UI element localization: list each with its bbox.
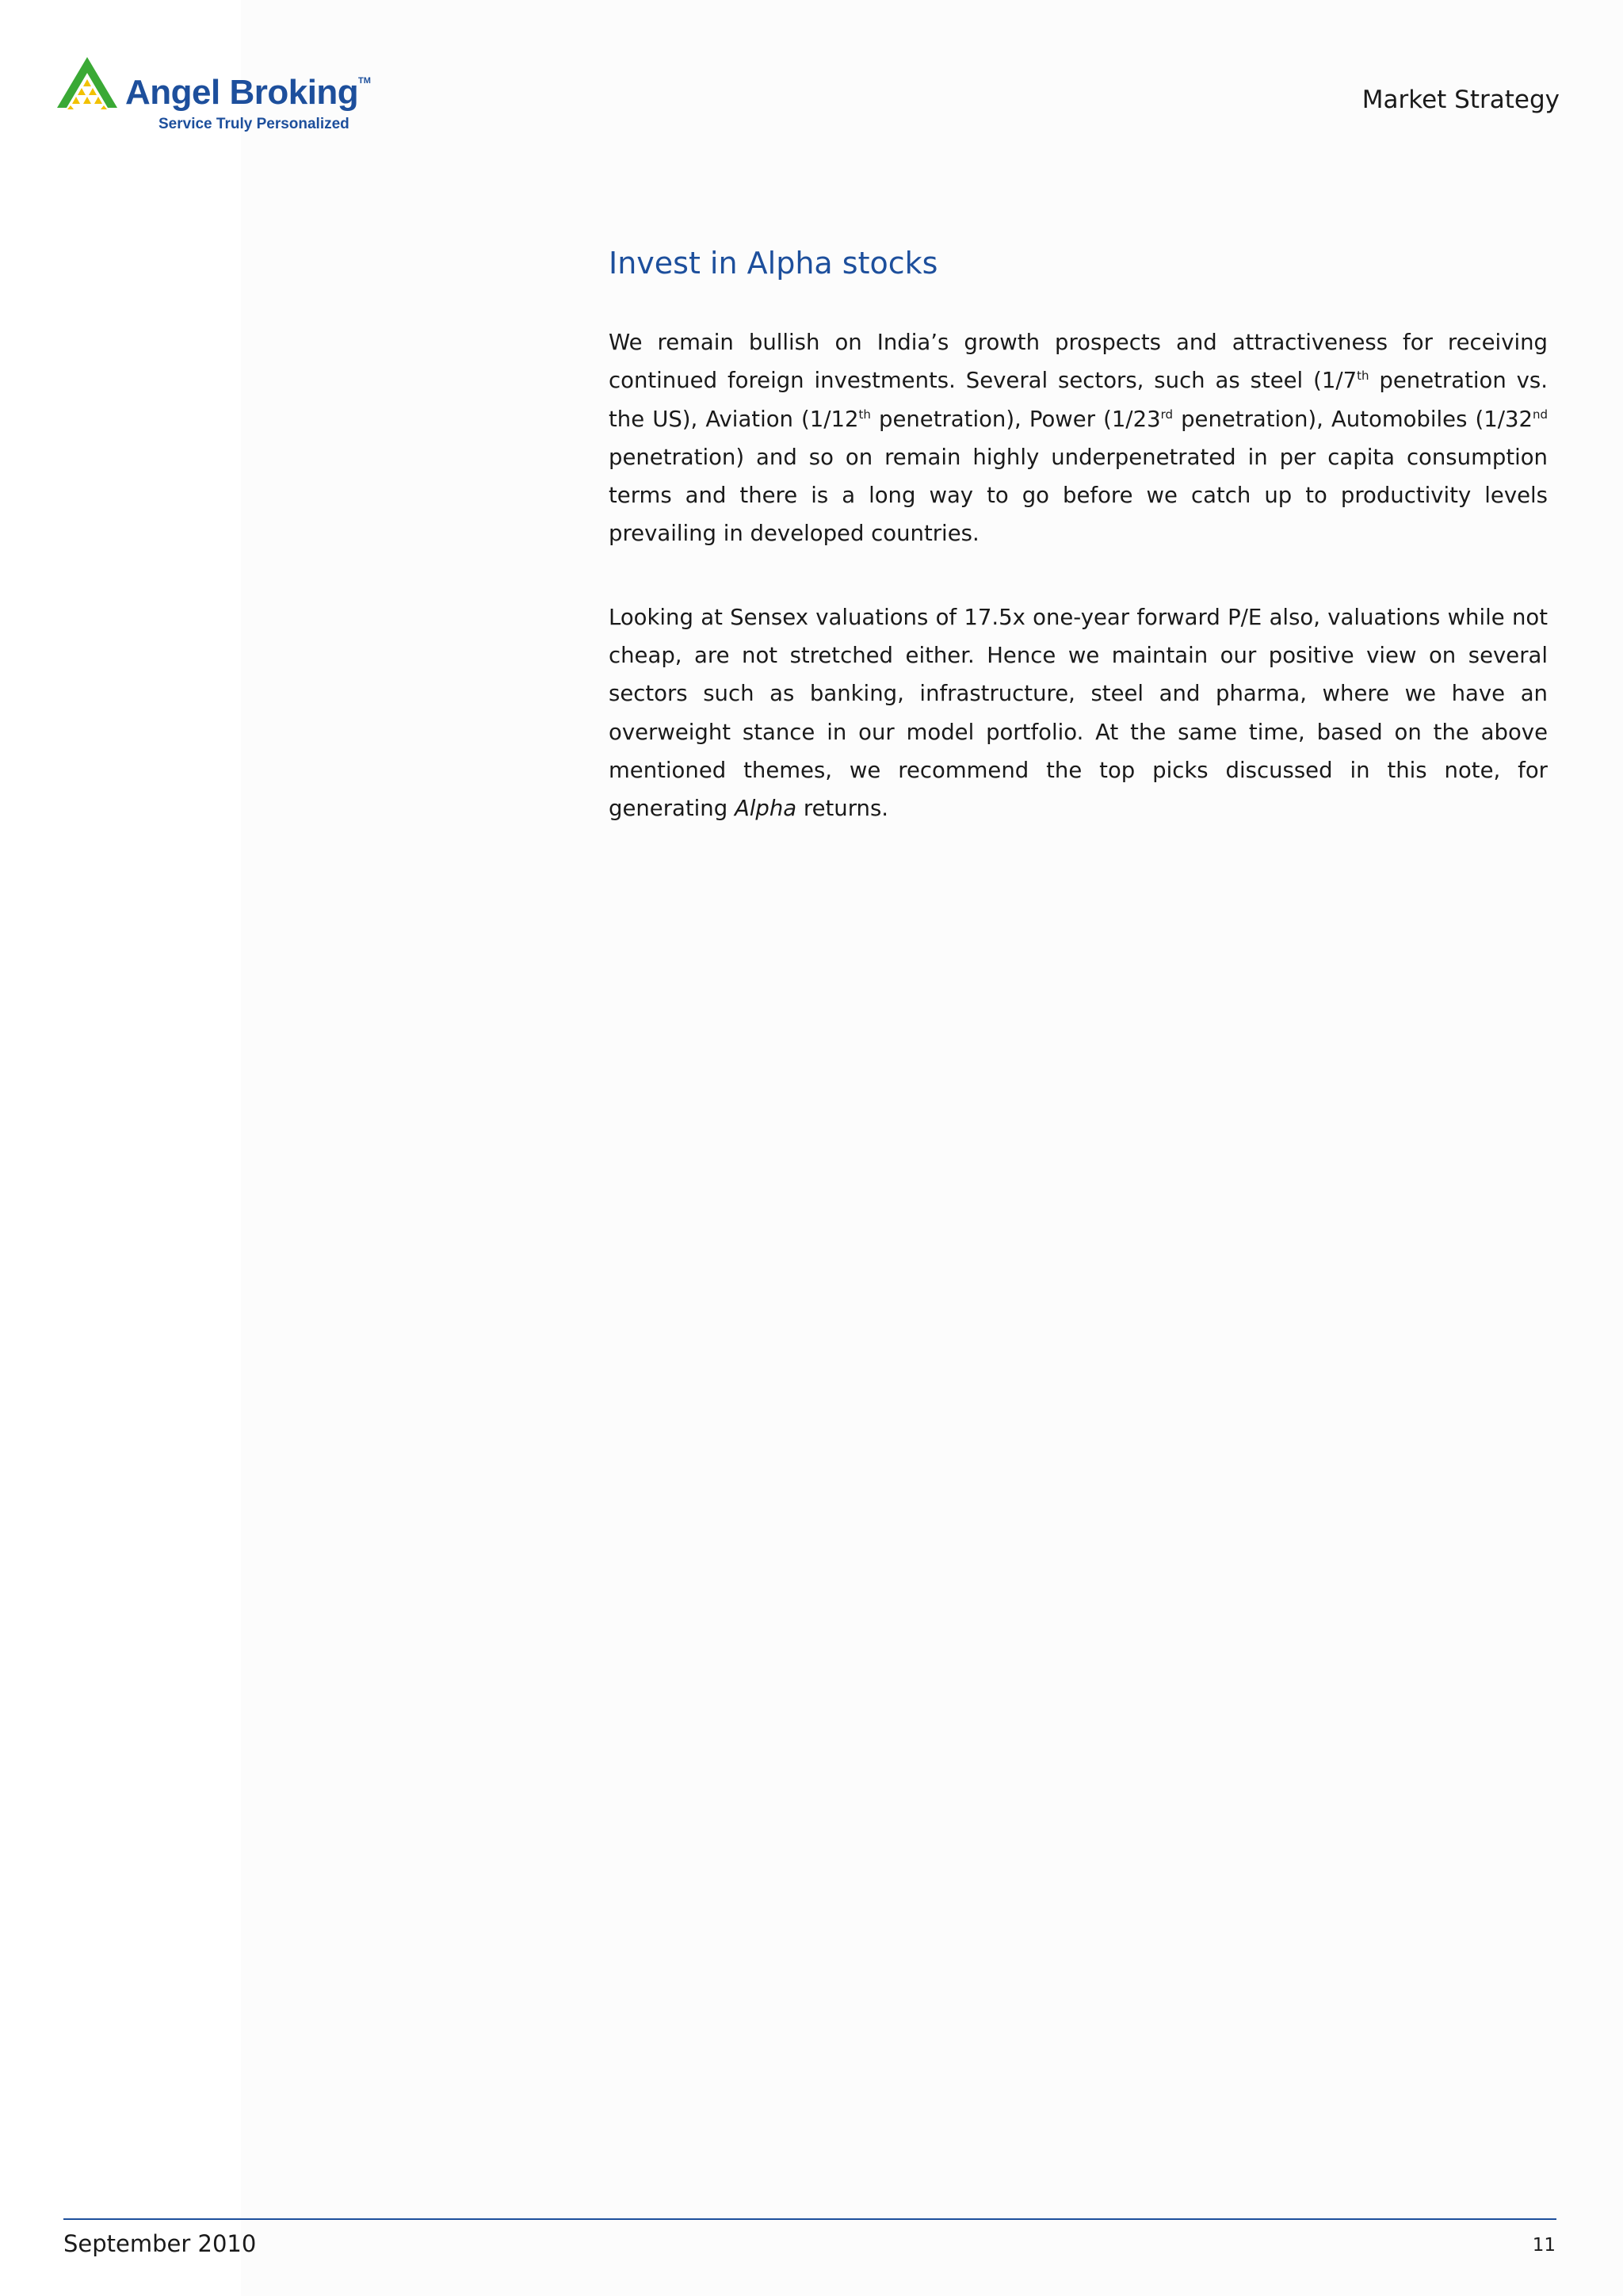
angel-broking-logo [55,55,388,143]
section-title: Invest in Alpha stocks [609,246,938,281]
alpha-emphasis: Alpha [734,796,797,822]
logo-tagline: Service Truly Personalized [158,116,349,132]
logo-triangle-icon [55,55,119,111]
footer-divider [63,2218,1556,2220]
paragraph-growth-prospects: We remain bullish on India’s growth prospects and attractiveness for receiving continued foreign investments. Several sectors, such as steel (1/7th penetration vs. the US), Aviation (1/12th penetration), Power (1/23rd penetration), Automobiles (1/32nd penetration) and so on remain highly underpenetrated in per capita consumption terms and there is a long way to go before we catch up to productivity levels prevailing in developed countries. [609,330,1549,547]
main-content [609,246,1548,873]
logo-wordmark: Angel Broking [125,73,359,112]
logo-trademark: TM [358,76,371,86]
report-type-label: Market Strategy [1361,86,1560,114]
page-number: 11 [1532,2235,1556,2256]
footer-date: September 2010 [63,2230,257,2257]
paragraph-sensex-valuations: Looking at Sensex valuations of 17.5x one-year forward P/E also, valuations while not cheap, are not stretched either. Hence we maintain our positive view on several sectors such as banking, infrastructure, steel and pharma, where we have an overweight stance in our model portfolio. At the same time, based on the above mentioned themes, we recommend the top picks discussed in this note, for generating Alpha returns. [609,604,1548,822]
